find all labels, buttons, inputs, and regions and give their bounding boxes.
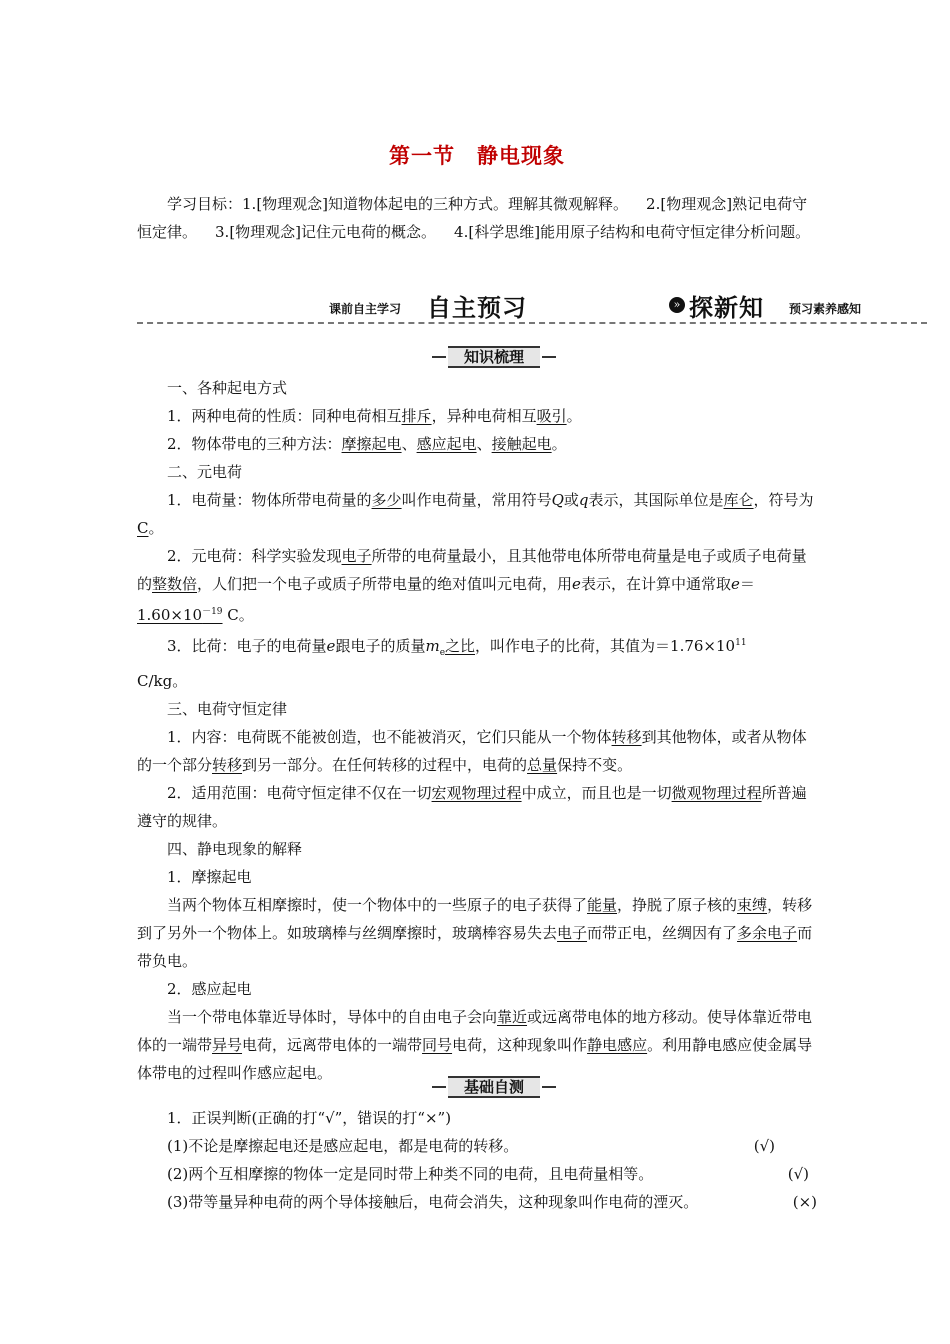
fill-answer: 电子 [557, 924, 588, 942]
fill-answer: 整数倍 [152, 575, 198, 593]
fill-answer: 吸引 [536, 407, 567, 425]
objective-item: 3.[物理观念]记住元电荷的概念。 [215, 223, 437, 241]
paragraph: 1．两种电荷的性质：同种电荷相互排斥，异种电荷相互吸引。 [167, 407, 582, 425]
page-title [137, 140, 817, 170]
fill-answer: 库仑 [723, 491, 754, 509]
paragraph: 3．比荷：电子的电荷量e跟电子的质量$m_e$之比，叫作电子的比荷，其值为$=1.76\times 10^{11}$ C/kg。 [137, 637, 747, 690]
tag-selftest [432, 1076, 556, 1098]
paragraph: 2．适用范围：电荷守恒定律不仅在一切宏观物理过程中成立，而且也是一切微观物理过程所普遍遵守的规律。 [137, 784, 807, 830]
judge-statement: (3)带等量异种电荷的两个导体接触后，电荷会消失，这种现象叫作电荷的湮灭。 [167, 1193, 699, 1211]
objective-item: 4.[科学思维]能用原子结构和电荷守恒定律分析问题。 [454, 223, 811, 241]
judge-item [137, 1188, 817, 1216]
tag-selftest-label: 基础自测 [463, 1078, 524, 1096]
judge-statement: (1)不论是摩擦起电还是感应起电，都是电荷的转移。 [167, 1137, 519, 1155]
fill-answer: $1.60\times 10^{-19}$ [137, 606, 223, 624]
judge-answer: (√) [753, 1137, 775, 1155]
objectives-lead: 学习目标： [167, 195, 243, 213]
judge-statement: (2)两个互相摩擦的物体一定是同时带上种类不同的电荷，且电荷量相等。 [167, 1165, 654, 1183]
tag-knowledge [432, 346, 556, 368]
fill-answer: 能量 [587, 896, 618, 914]
judge-answer: (×) [792, 1193, 817, 1211]
fill-answer: 多少 [371, 491, 402, 509]
fill-answer: 束缚 [737, 896, 768, 914]
paragraph: 1．电荷量：物体所带电荷量的多少叫作电荷量，常用符号Q或q表示，其国际单位是库仑，符号为C。 [137, 491, 814, 537]
fill-answer: 静电感应 [587, 1036, 648, 1054]
fill-answer: 多余电子 [737, 924, 798, 942]
judge-answer: (√) [787, 1165, 809, 1183]
paragraph: 当两个物体互相摩擦时，使一个物体中的一些原子的电子获得了能量，挣脱了原子核的束缚，转移到了另外一个物体上。如玻璃棒与丝绸摩擦时，玻璃棒容易失去电子而带正电，丝绸因有了多余电子而带负电。 [137, 896, 813, 970]
question-intro: 1．正误判断(正确的打“√”，错误的打“×”) [167, 1109, 452, 1127]
fill-answer: 异号 [212, 1036, 243, 1054]
fill-answer: 总量 [527, 756, 558, 774]
paragraph: 2．元电荷：科学实验发现电子所带的电荷量最小，且其他带电体所带电荷量是电子或质子电荷量的整数倍，人们把一个电子或质子所带电量的绝对值叫元电荷，用e表示，在计算中通常取$e=1.60\times 10^{-19}$ C。 [137, 547, 807, 624]
section-heading: 二、元电荷 [167, 463, 243, 481]
fill-answer: 同号 [422, 1036, 453, 1054]
title-section-number: 第一节 [389, 144, 455, 168]
fill-answer: 微观物理过程 [671, 784, 762, 802]
objective-item: 2.[物理观念]熟记电荷守恒定律。 [137, 195, 808, 241]
objective-item: 1.[物理观念]知道物体起电的三种方式。理解其微观解释。 [242, 195, 629, 213]
section-heading: 一、各种起电方式 [167, 379, 288, 397]
double-arrow-icon: » [669, 297, 685, 313]
banner-title-preview: 自主预习 [427, 294, 527, 322]
banner-title-explore: 探新知 [689, 294, 764, 322]
fill-answer: 排斥 [401, 407, 432, 425]
selftest-content [137, 1104, 817, 1216]
fill-answer: 宏观物理过程 [431, 784, 522, 802]
judge-item [137, 1132, 817, 1160]
fill-answer: 接触起电 [491, 435, 552, 453]
tag-knowledge-label: 知识梳理 [463, 348, 524, 366]
subsection-heading: 1．摩擦起电 [167, 868, 252, 886]
paragraph: 2．物体带电的三种方法：摩擦起电、感应起电、接触起电。 [167, 435, 567, 453]
fill-answer: 之比 [445, 637, 476, 655]
fill-answer: 转移 [212, 756, 243, 774]
section-banner [137, 288, 927, 324]
banner-left-caption: 课前自主学习 [329, 302, 402, 316]
fill-answer: 靠近 [497, 1008, 528, 1026]
judge-item [137, 1160, 817, 1188]
fill-answer: 电子 [341, 547, 372, 565]
fill-answer: 转移 [611, 728, 642, 746]
section-heading: 三、电荷守恒定律 [167, 700, 288, 718]
banner-dashed-rule [137, 322, 927, 324]
fill-answer: C [137, 519, 149, 537]
fill-answer: 摩擦起电 [341, 435, 402, 453]
subsection-heading: 2．感应起电 [167, 980, 252, 998]
paragraph: 1．内容：电荷既不能被创造，也不能被消灭，它们只能从一个物体转移到其他物体，或者从物体的一个部分转移到另一部分。在任何转移的过程中，电荷的总量保持不变。 [137, 728, 807, 774]
section-heading: 四、静电现象的解释 [167, 840, 303, 858]
paragraph: 当一个带电体靠近导体时，导体中的自由电子会向靠近或远离带电体的地方移动。使导体靠近带电体的一端带异号电荷，远离带电体的一端带同号电荷，这种现象叫作静电感应。利用静电感应使金属导体带电的过程叫作感应起电。 [137, 1008, 813, 1082]
title-topic: 静电现象 [477, 144, 565, 168]
learning-objectives [137, 190, 817, 246]
header-block [137, 140, 817, 246]
banner-right-caption: 预习素养感知 [789, 302, 862, 316]
fill-answer: 感应起电 [416, 435, 477, 453]
knowledge-content [137, 374, 817, 1087]
